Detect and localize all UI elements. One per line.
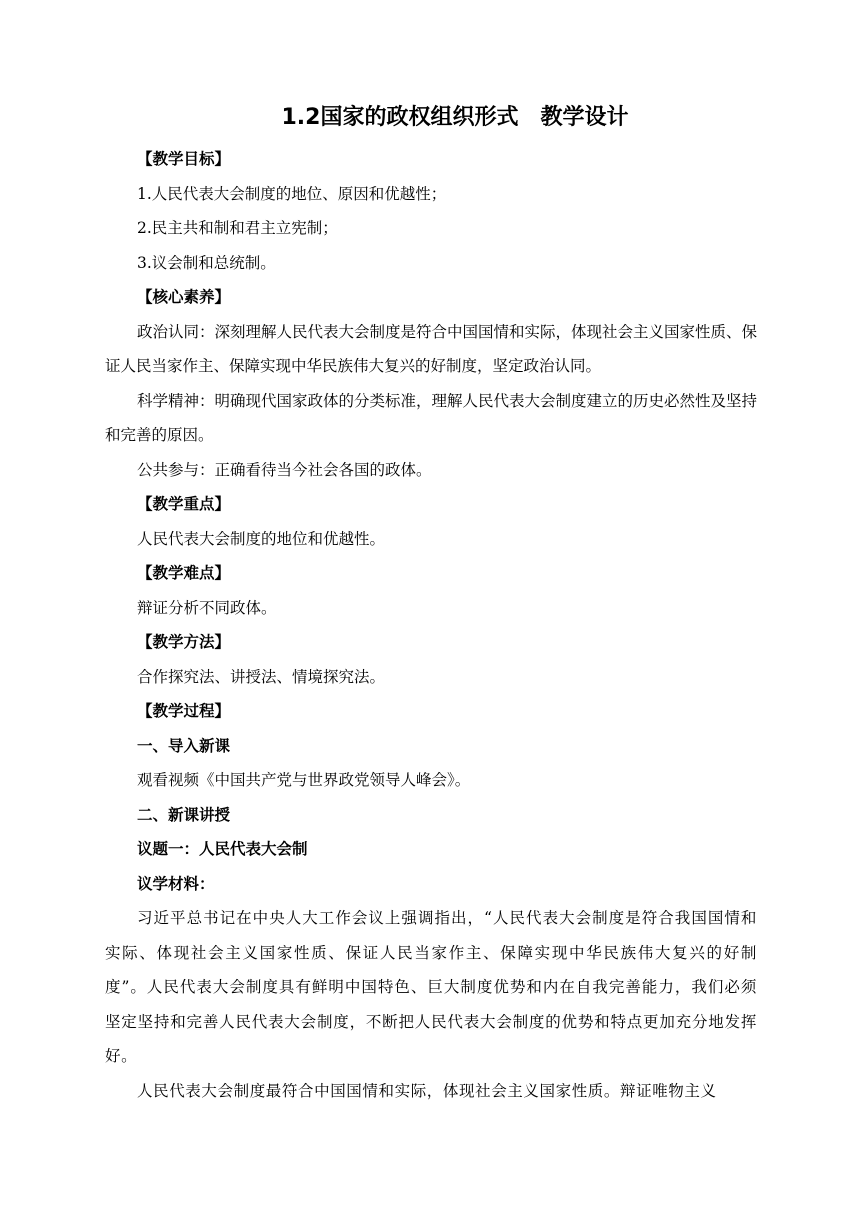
objective-item: 3.议会制和总统制。 — [137, 253, 276, 272]
difficulty-text: 辩证分析不同政体。 — [137, 598, 277, 617]
material-paragraph: 习近平总书记在中央人大工作会议上强调指出，“人民代表大会制度是符合我国国情和实际、体现社会主义国家性质、保证人民当家作主、保障实现中华民族伟大复兴的好制度”。人民代表大会制度具有鲜明中国特色、巨大制度优势和内在自我完善能力，我们必须坚定坚持和完善人民代表大会制度，不断把人民代表大会制度的优势和特点更加充分地发挥好。 — [105, 909, 757, 1065]
new-lesson-heading: 二、新课讲授 — [137, 805, 231, 824]
material-heading: 议学材料： — [137, 874, 215, 893]
topic-heading: 议题一：人民代表大会制 — [137, 840, 308, 858]
literacy-heading: 【核心素养】 — [137, 288, 231, 306]
key-point-heading: 【教学重点】 — [137, 495, 231, 513]
material-paragraph: 人民代表大会制度最符合中国国情和实际，体现社会主义国家性质。辩证唯物主义 — [137, 1081, 717, 1100]
objective-item: 2.民主共和制和君主立宪制； — [137, 219, 338, 237]
literacy-political: 政治认同：深刻理解人民代表大会制度是符合中国国情和实际，体现社会主义国家性质、保证人民当家作主、保障实现中华民族伟大复兴的好制度，坚定政治认同。 — [105, 322, 758, 375]
literacy-participation: 公共参与：正确看待当今社会各国的政体。 — [137, 460, 432, 479]
difficulty-heading: 【教学难点】 — [137, 564, 231, 582]
document-body — [105, 100, 757, 1108]
process-heading: 【教学过程】 — [137, 702, 231, 720]
intro-heading: 一、导入新课 — [137, 736, 231, 755]
literacy-science: 科学精神：明确现代国家政体的分类标准，理解人民代表大会制度建立的历史必然性及坚持和完善的原因。 — [105, 391, 758, 444]
objectives-heading: 【教学目标】 — [137, 150, 231, 168]
method-heading: 【教学方法】 — [137, 633, 231, 651]
document-title: 1.2国家的政权组织形式 教学设计 — [281, 105, 629, 130]
key-point-text: 人民代表大会制度的地位和优越性。 — [137, 529, 386, 548]
intro-text: 观看视频《中国共产党与世界政党领导人峰会》。 — [137, 771, 471, 789]
method-text: 合作探究法、讲授法、情境探究法。 — [137, 667, 386, 686]
objective-item: 1.人民代表大会制度的地位、原因和优越性； — [137, 184, 447, 203]
